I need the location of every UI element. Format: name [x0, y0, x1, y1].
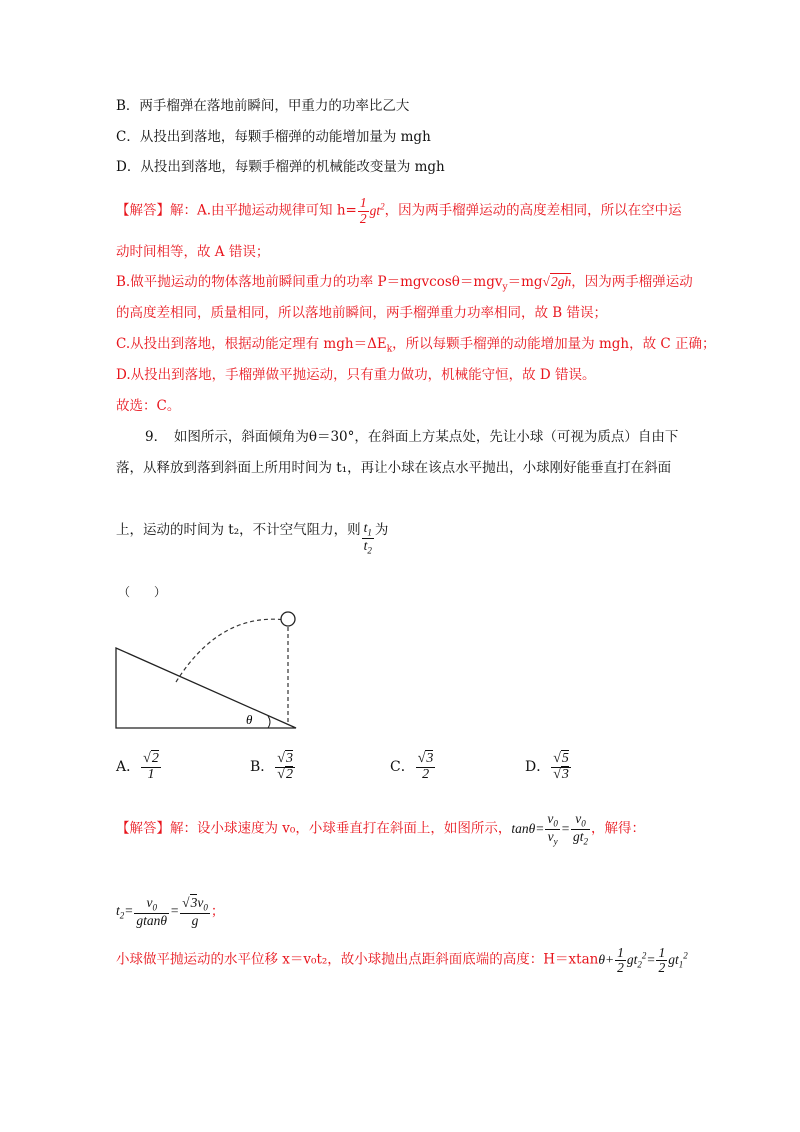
- choice-b[interactable]: B． $\frac{√3}{√2}$: [250, 751, 293, 782]
- choice-d[interactable]: D． $\frac{√5}{√3}$: [525, 751, 569, 782]
- option-b-prev: B．两手榴弹在落地前瞬间，甲重力的功率比乙大: [116, 98, 410, 114]
- incline-triangle: [116, 648, 296, 728]
- option-d-prev: D．从投出到落地，每颗手榴弹的机械能改变量为 mgh: [116, 159, 445, 175]
- ball: [281, 612, 295, 626]
- choice-c[interactable]: C． $\frac{√3}{2}$: [390, 751, 434, 782]
- answer8-line2: 动时间相等，故 A 错误；: [116, 244, 270, 260]
- answer8-line1: 【解答】解：A.由平抛运动规律可知 h= $\frac{1}{2}$ $gt^2$，因为两手榴弹运动的高度差相同，所以在空中运: [116, 195, 682, 226]
- answer8-line5: C.从投出到落地，根据动能定理有 $mgh=\Delta E_k$，所以每颗手榴弹的动能增加量为 mgh，故 C 正确；: [116, 336, 716, 355]
- answer-tag: 【解答】: [116, 202, 170, 219]
- answer8-line3: B.做平抛运动的物体落地前瞬间重力的功率 P＝mgvcosθ＝mgv$_y$＝mg√2gh，因为两手榴弹运动: [116, 274, 693, 293]
- answer9-line3: 小球做平抛运动的水平位移 x＝v₀t₂，故小球抛出点距斜面底端的高度：H＝xtanθ+ $\frac{1}{2}$ $gt_2^2=$ $\frac{1}{2}$ $gt_1^2$: [116, 944, 688, 975]
- theta-label: θ: [246, 712, 253, 727]
- q9-line3: 上，运动的时间为 t₂，不计空气阻力，则 $\frac{t_1}{t_2}$ 为: [116, 519, 389, 556]
- choice-a[interactable]: A． $\frac{√2}{1}$: [116, 751, 159, 782]
- q9-line1: 9． 如图所示，斜面倾角为θ＝30°，在斜面上方某点处，先让小球（可视为质点）自由下: [145, 429, 679, 445]
- answer-paren: （ ）: [118, 585, 167, 599]
- answer8-line6: D.从投出到落地，手榴弹做平抛运动，只有重力做功，机械能守恒，故 D 错误。: [116, 367, 596, 383]
- answer9-line1: 【解答】解：设小球速度为 v₀，小球垂直打在斜面上，如图所示，tanθ= $\frac{v_0}{v_y}$ = $\frac{v_0}{gt_2}$ ，解得：: [116, 811, 646, 847]
- answer8-choice: 故选：C。: [116, 398, 181, 414]
- option-c-prev: C．从投出到落地，每颗手榴弹的动能增加量为 mgh: [116, 129, 431, 145]
- projectile-path: [176, 619, 286, 682]
- q9-line2: 落，从释放到落到斜面上所用时间为 t₁，再让小球在该点水平抛出，小球刚好能垂直打在斜面: [116, 460, 672, 476]
- incline-diagram: [110, 600, 310, 740]
- angle-arc: [268, 716, 270, 728]
- answer8-line4: 的高度差相同，质量相同，所以落地前瞬间，两手榴弹重力功率相同，故 B 错误；: [116, 305, 608, 321]
- answer9-line2: $t_2=$ $\frac{v_0}{gtan\theta}$ = $\frac{√3v_0}{g}$ ；: [116, 895, 225, 929]
